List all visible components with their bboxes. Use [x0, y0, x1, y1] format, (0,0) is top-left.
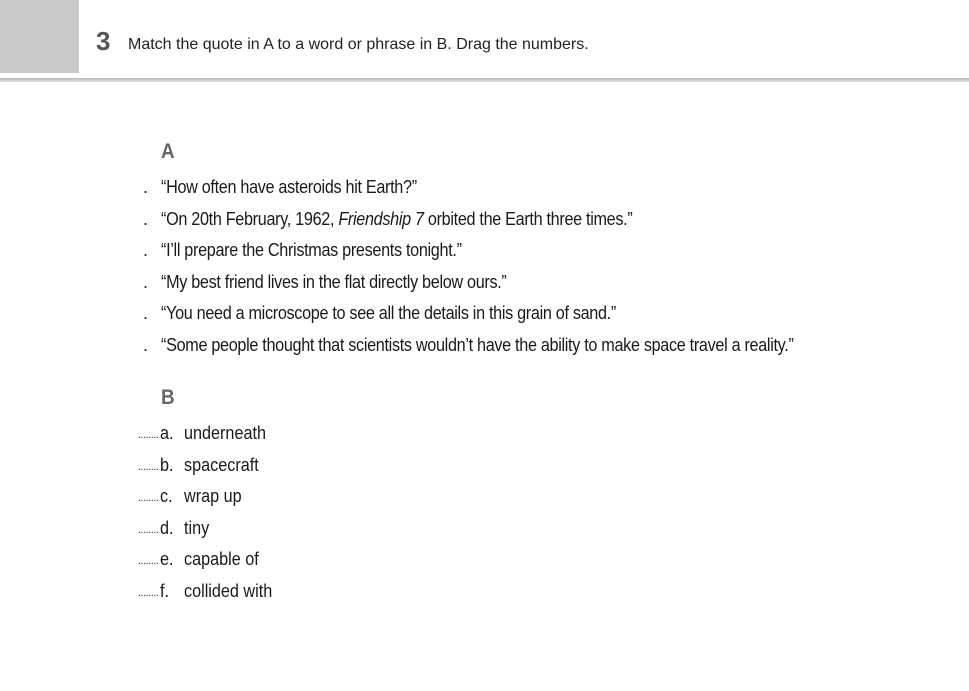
definition-letter: d. [160, 517, 174, 538]
definition-item [0, 515, 969, 547]
definition-item [0, 546, 969, 578]
definition-item [0, 578, 969, 610]
quote-text: “How often have asteroids hit Earth?” [161, 177, 417, 197]
definition-list [0, 420, 969, 609]
quote-text: “I’ll prepare the Christmas presents tonight.” [161, 240, 462, 260]
definition-letter: b. [160, 454, 174, 475]
quote-drop-target[interactable]: . [143, 240, 149, 260]
quote-item [0, 300, 969, 332]
quote-text: “You need a microscope to see all the details in this grain of sand.” [161, 303, 616, 323]
quote-drop-target[interactable]: . [143, 271, 149, 292]
definition-text: underneath [184, 423, 266, 443]
quote-text-start: “On 20th February, 1962, [161, 208, 339, 229]
answer-drop-slot[interactable]: ........ [138, 460, 159, 473]
definition-letter: c. [160, 486, 173, 506]
exercise-instruction: Match the quote in A to a word or phrase in B. Drag the numbers. [128, 36, 589, 53]
definition-letter: a. [160, 423, 174, 443]
answer-drop-slot[interactable]: ........ [138, 586, 159, 599]
definition-text: spacecraft [184, 454, 259, 475]
quote-item [0, 269, 969, 301]
answer-drop-slot[interactable]: ........ [138, 523, 159, 536]
quote-list [0, 174, 969, 363]
definition-item [0, 420, 969, 452]
quote-drop-target[interactable]: . [143, 303, 149, 323]
quote-text: “My best friend lives in the flat directly below ours.” [161, 271, 507, 292]
quote-text [161, 206, 632, 232]
section-b-label: B [161, 386, 175, 409]
answer-drop-slot[interactable]: ........ [138, 555, 159, 567]
definition-text: tiny [184, 517, 210, 538]
quote-drop-target[interactable]: . [143, 334, 149, 355]
exercise-number: 3 [96, 26, 111, 56]
definition-text: wrap up [184, 486, 242, 506]
quote-item [0, 206, 969, 238]
quote-item [0, 237, 969, 269]
quote-drop-target[interactable]: . [143, 177, 149, 197]
quote-drop-target[interactable]: . [143, 208, 149, 229]
definition-letter: e. [160, 549, 174, 569]
definition-item [0, 483, 969, 515]
definition-text: collided with [184, 580, 273, 601]
quote-text-italic: Friendship 7 [338, 208, 424, 229]
section-a-label: A [161, 140, 175, 163]
definition-text: capable of [184, 549, 259, 569]
quote-item [0, 332, 969, 364]
definition-item [0, 452, 969, 484]
definition-letter: f. [160, 580, 170, 601]
answer-drop-slot[interactable]: ........ [138, 492, 159, 504]
answer-drop-slot[interactable]: ........ [138, 429, 159, 441]
quote-text: “Some people thought that scientists wouldn’t have the ability to make space travel a reality.” [161, 334, 794, 355]
quote-item [0, 174, 969, 206]
quote-text-end: orbited the Earth three times.” [423, 208, 633, 229]
